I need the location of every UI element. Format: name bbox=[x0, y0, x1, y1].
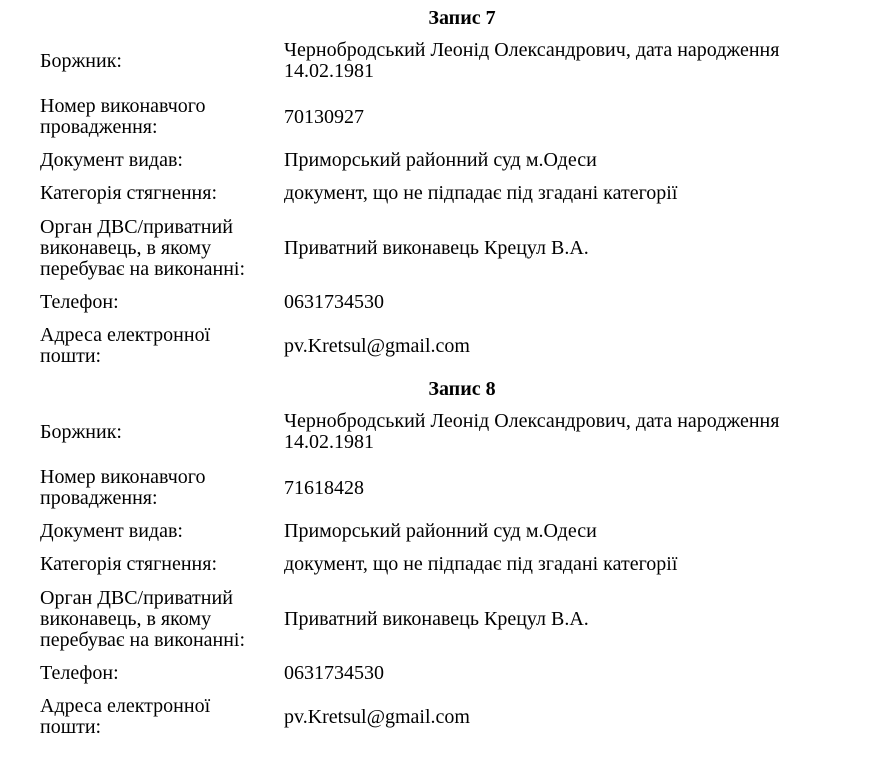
email-row bbox=[0, 323, 872, 369]
record-title: Запис 8 bbox=[428, 378, 496, 400]
phone-row bbox=[0, 290, 872, 314]
executor-label: Орган ДВС/приватний виконавець, в якому перебуває на виконанні: bbox=[40, 586, 246, 651]
category-value: документ, що не підпадає під згадані категорії bbox=[284, 552, 678, 575]
issued-by-label: Документ видав: bbox=[40, 148, 183, 171]
category-row bbox=[0, 552, 872, 576]
debtor-value: Чернобродський Леонід Олександрович, дата народження 14.02.1981 bbox=[284, 39, 780, 82]
debtor-row bbox=[0, 38, 872, 84]
executor-value: Приватний виконавець Крецул В.А. bbox=[284, 607, 589, 630]
case-number-label: Номер виконавчого провадження: bbox=[40, 466, 206, 509]
category-value: документ, що не підпадає під згадані категорії bbox=[284, 181, 678, 204]
issued-by-row bbox=[0, 519, 872, 543]
phone-label: Телефон: bbox=[40, 290, 119, 313]
debtor-label: Боржник: bbox=[40, 420, 122, 443]
debtor-label: Боржник: bbox=[40, 49, 122, 72]
phone-value: 0631734530 bbox=[284, 661, 384, 684]
record-title: Запис 7 bbox=[428, 7, 496, 29]
executor-value: Приватний виконавець Крецул В.А. bbox=[284, 236, 589, 259]
phone-label: Телефон: bbox=[40, 661, 119, 684]
category-label: Категорія стягнення: bbox=[40, 552, 218, 575]
case-number-label: Номер виконавчого провадження: bbox=[40, 95, 206, 138]
category-label: Категорія стягнення: bbox=[40, 181, 218, 204]
case-number-row bbox=[0, 465, 872, 511]
case-number-value: 70130927 bbox=[284, 105, 364, 128]
issued-by-value: Приморський районний суд м.Одеси bbox=[284, 148, 597, 171]
email-label: Адреса електронної пошти: bbox=[40, 695, 211, 738]
issued-by-label: Документ видав: bbox=[40, 519, 183, 542]
email-value: pv.Kretsul@gmail.com bbox=[284, 705, 470, 728]
issued-by-value: Приморський районний суд м.Одеси bbox=[284, 519, 597, 542]
phone-value: 0631734530 bbox=[284, 290, 384, 313]
executor-row bbox=[0, 215, 872, 281]
category-row bbox=[0, 181, 872, 205]
email-row bbox=[0, 694, 872, 740]
executor-row bbox=[0, 586, 872, 652]
debtor-value: Чернобродський Леонід Олександрович, дата народження 14.02.1981 bbox=[284, 410, 780, 453]
case-number-value: 71618428 bbox=[284, 476, 364, 499]
case-number-row bbox=[0, 94, 872, 140]
email-label: Адреса електронної пошти: bbox=[40, 324, 211, 367]
email-value: pv.Kretsul@gmail.com bbox=[284, 334, 470, 357]
executor-label: Орган ДВС/приватний виконавець, в якому перебуває на виконанні: bbox=[40, 215, 246, 280]
phone-row bbox=[0, 661, 872, 685]
issued-by-row bbox=[0, 148, 872, 172]
debtor-row bbox=[0, 409, 872, 455]
